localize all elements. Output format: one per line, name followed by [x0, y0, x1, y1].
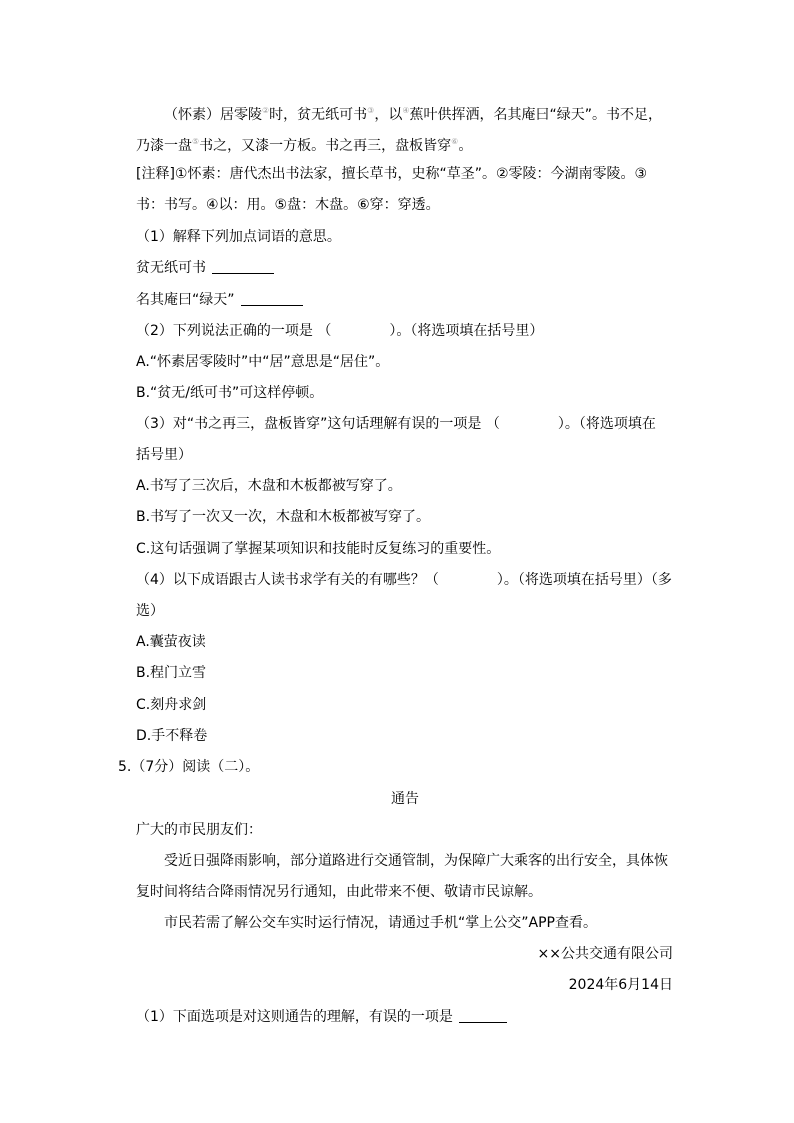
notice-signature: ××公共交通有限公司	[537, 946, 673, 962]
notice-date: 2024年6月14日	[568, 977, 673, 993]
notes-line-2: 书：书写。④以：用。⑤盘：木盘。⑥穿：穿透。	[136, 197, 440, 213]
footnote-mark: ③	[367, 106, 375, 115]
answer-blank[interactable]	[241, 291, 303, 306]
notice-title: 通告	[391, 791, 419, 807]
q1-item-2	[136, 291, 303, 309]
q3-stem	[136, 415, 656, 433]
text: ）。（将选项填在	[557, 416, 656, 432]
q2-stem	[136, 322, 543, 340]
passage-line-1	[164, 102, 662, 124]
footnote-mark: ④	[402, 106, 410, 115]
q1-stem: （1）解释下列加点词语的意思。	[136, 229, 341, 245]
text: 名其庵曰“绿天”	[136, 292, 235, 308]
text: （1）下面选项是对这则通告的理解，有误的一项是	[136, 1009, 453, 1025]
notice-para-1: 受近日强降雨影响，部分道路进行交通管制，为保障广大乘客的出行安全，具体恢	[164, 853, 668, 869]
q4-stem	[136, 571, 672, 589]
notes-line-1: [注释]①怀素：唐代杰出书法家，擅长草书，史称“草圣”。②零陵：今湖南零陵。③	[136, 166, 648, 182]
notice-para-2: 市民若需了解公交车实时运行情况，请通过手机“掌上公交”APP查看。	[164, 915, 597, 931]
text: 书之，又漆一方板。书之再三，盘板皆穿	[199, 138, 452, 154]
q3-option-b: B.书写了一次又一次，木盘和木板都被写穿了。	[136, 509, 431, 525]
text: 蕉叶供挥洒，名其庵曰“绿天”。书不足，	[409, 107, 663, 123]
q3-option-a: A.书写了三次后，木盘和木板都被写穿了。	[136, 478, 402, 494]
q4-option-d: D.手不释卷	[136, 728, 208, 744]
text: ，以	[374, 107, 403, 123]
q4-stem-cont: 选）	[136, 603, 164, 619]
passage-line-2	[136, 133, 472, 155]
text: （怀素）居零陵	[164, 107, 262, 123]
text: （3）对“书之再三，盘板皆穿”这句话理解有误的一项是 （	[136, 416, 500, 432]
text: ）。（将选项填在括号里）（多	[496, 572, 672, 588]
answer-blank[interactable]	[459, 1008, 507, 1023]
text: 时，贫无纸可书	[269, 107, 368, 123]
text: 贫无纸可书	[136, 260, 206, 276]
notice-para-1-cont: 复时间将结合降雨情况另行通知，由此带来不便、敬请市民谅解。	[136, 884, 542, 900]
text: （2）下列说法正确的一项是 （	[136, 323, 332, 339]
q3-stem-cont: 括号里）	[136, 447, 192, 463]
q5-sub1	[136, 1008, 507, 1026]
text: 乃漆一盘	[136, 138, 192, 154]
q4-option-b: B.程门立雪	[136, 665, 207, 681]
q1-item-1	[136, 259, 274, 277]
text: ）。（将选项填在括号里）	[389, 323, 544, 339]
text: 。	[458, 138, 473, 154]
footnote-mark: ⑤	[192, 137, 200, 146]
answer-blank[interactable]	[212, 259, 274, 274]
q4-option-a: A.囊萤夜读	[136, 634, 206, 650]
text: （4）以下成语跟古人读书求学有关的有哪些？（	[136, 572, 439, 588]
footnote-mark: ⑥	[451, 137, 459, 146]
q3-option-c: C.这句话强调了掌握某项知识和技能时反复练习的重要性。	[136, 541, 501, 557]
q5-heading: 5.（7分）阅读（二）。	[118, 759, 260, 775]
notice-salutation: 广大的市民朋友们：	[136, 822, 262, 838]
footnote-mark: ②	[262, 106, 270, 115]
q2-option-a: A.“怀素居零陵时”中“居”意思是“居住”。	[136, 354, 390, 370]
q2-option-b: B.“贫无/纸可书”可这样停顿。	[136, 385, 324, 401]
q4-option-c: C.刻舟求剑	[136, 697, 207, 713]
